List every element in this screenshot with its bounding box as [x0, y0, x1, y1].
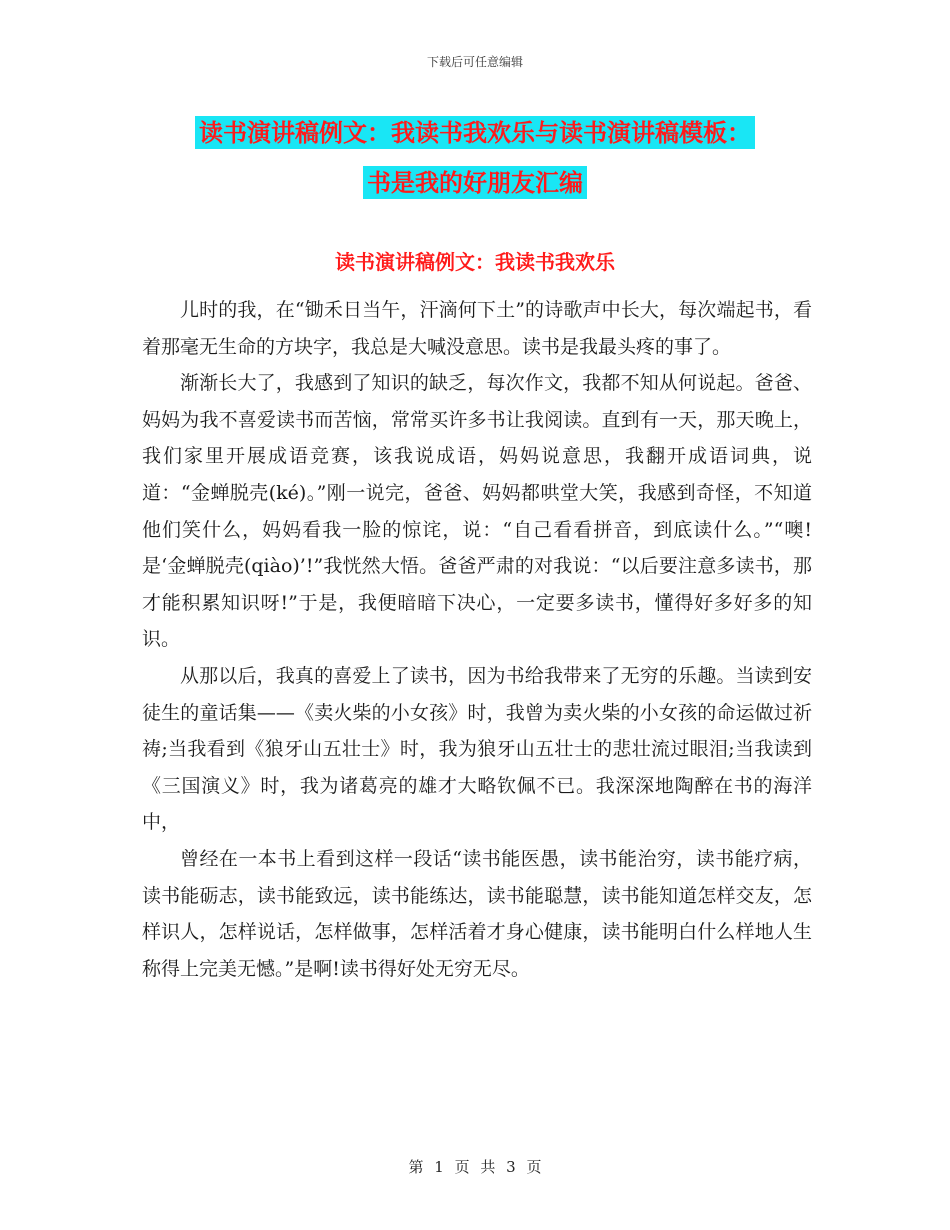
paragraph: 曾经在一本书上看到这样一段话“读书能医愚，读书能治穷，读书能疗病，读书能砺志，读书能致远，读书能练达，读书能聪慧，读书能知道怎样交友，怎样识人，怎样说话，怎样做事，怎样活着才身心健康，读书能明白什么样地人生称得上完美无憾。”是啊!读书得好处无穷无尽。 — [142, 847, 812, 980]
paragraph: 渐渐长大了，我感到了知识的缺乏，每次作文，我都不知从何说起。爸爸、妈妈为我不喜爱读书而苦恼，常常买许多书让我阅读。直到有一天，那天晚上，我们家里开展成语竞赛，该我说成语，妈妈说意思，我翻开成语词典，说道：“金蝉脱壳(ké)。”刚一说完，爸爸、妈妈都哄堂大笑，我感到奇怪，不知道他们笑什么，妈妈看我一脸的惊诧，说：“自己看看拼音，到底读什么。”“噢!是‘金蝉脱壳(qiào)’!”我恍然大悟。爸爸严肃的对我说：“以后要注意多读书，那才能积累知识呀!”于是，我便暗暗下决心，一定要多读书，懂得好多好多的知识。 — [142, 372, 812, 651]
section-title: 读书演讲稿例文：我读书我欢乐 — [335, 250, 615, 274]
header-note: 下载后可任意编辑 — [426, 55, 523, 69]
paragraph: 儿时的我，在“锄禾日当午，汗滴何下土”的诗歌声中长大，每次端起书，看着那毫无生命的方块字，我总是大喊没意思。读书是我最头疼的事了。 — [142, 299, 812, 358]
page-footer: 第 1 页 共 3 页 — [408, 1158, 542, 1176]
body-text — [142, 292, 812, 987]
document-title-line-1: 读书演讲稿例文：我读书我欢乐与读书演讲稿模板： — [195, 116, 755, 149]
document-title — [0, 108, 950, 208]
document-title-line-2: 书是我的好朋友汇编 — [363, 166, 587, 199]
paragraph: 从那以后，我真的喜爱上了读书，因为书给我带来了无穷的乐趣。当读到安徒生的童话集——《卖火柴的小女孩》时，我曾为卖火柴的小女孩的命运做过祈祷;当我看到《狼牙山五壮士》时，我为狼牙山五壮士的悲壮流过眼泪;当我读到《三国演义》时，我为诸葛亮的雄才大略钦佩不已。我深深地陶醉在书的海洋中， — [142, 664, 812, 834]
